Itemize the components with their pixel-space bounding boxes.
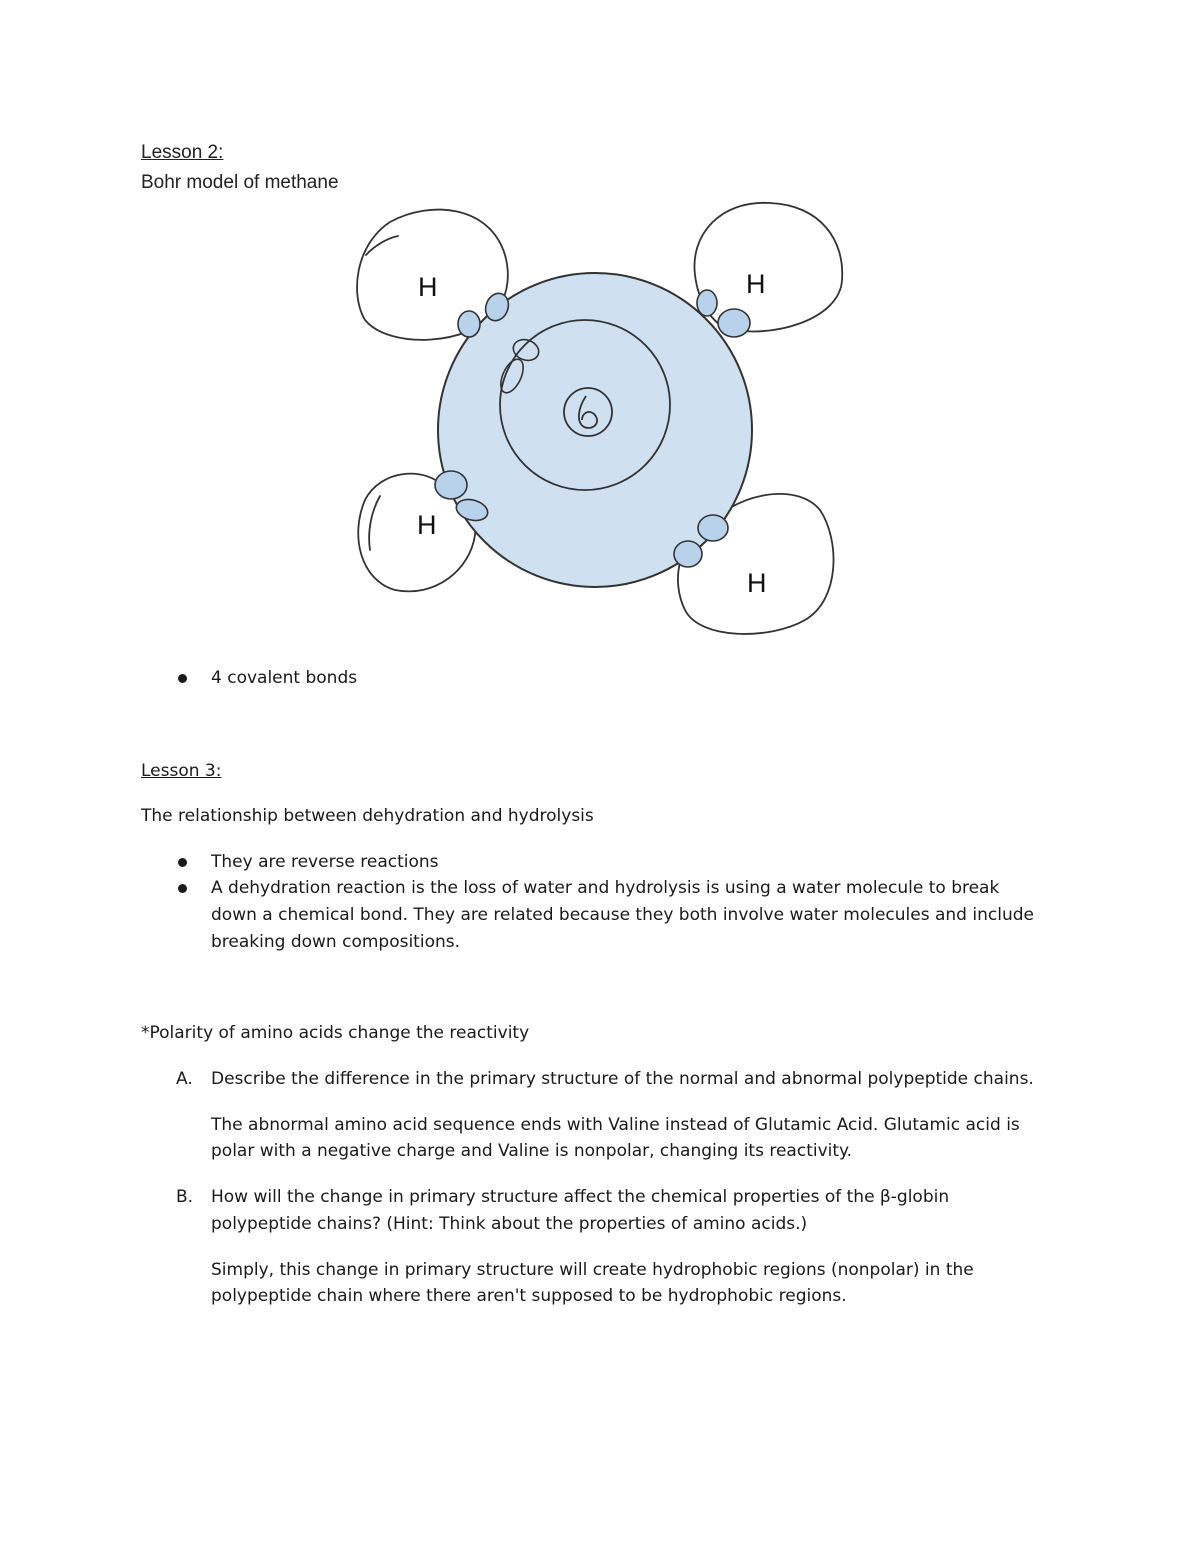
list-item-continued: down a chemical bond. They are related because they both involve water molecules and include bbox=[211, 905, 1034, 925]
bond-electron bbox=[458, 311, 480, 337]
bullet-dot bbox=[178, 858, 187, 867]
list-item: A dehydration reaction is the loss of water and hydrolysis is using a water molecule to break bbox=[211, 878, 1000, 898]
bond-electron bbox=[697, 290, 717, 316]
bond-electron bbox=[698, 515, 728, 541]
hydrogen-label: H bbox=[417, 510, 437, 540]
hydrogen-stroke-top-left bbox=[366, 236, 398, 255]
answer-text: The abnormal amino acid sequence ends with Valine instead of Glutamic Acid. Glutamic acid is bbox=[211, 1115, 1020, 1135]
answer-text: polar with a negative charge and Valine is nonpolar, changing its reactivity. bbox=[211, 1141, 853, 1161]
hydrogen-label: H bbox=[747, 568, 767, 598]
question-text: Describe the difference in the primary structure of the normal and abnormal polypeptide chains. bbox=[211, 1069, 1034, 1089]
list-marker: A. bbox=[176, 1069, 193, 1089]
hydrogen-shell-top-right bbox=[694, 203, 842, 332]
bohr-model-diagram bbox=[350, 200, 850, 645]
lesson2-subtitle: Bohr model of methane bbox=[141, 172, 339, 193]
bullet-dot bbox=[178, 674, 187, 683]
hydrogen-label: H bbox=[746, 269, 766, 299]
hydrogen-stroke-bottom-left bbox=[369, 496, 380, 550]
lesson2-title: Lesson 2: bbox=[141, 142, 224, 163]
bullet-dot bbox=[178, 884, 187, 893]
list-item: 4 covalent bonds bbox=[211, 668, 358, 688]
question-text: How will the change in primary structure affect the chemical properties of the β-globin bbox=[211, 1187, 950, 1207]
list-item-continued: breaking down compositions. bbox=[211, 932, 460, 952]
lesson3-intro: The relationship between dehydration and hydrolysis bbox=[141, 806, 594, 826]
polarity-heading: *Polarity of amino acids change the reactivity bbox=[141, 1023, 530, 1043]
answer-text: polypeptide chain where there aren't supposed to be hydrophobic regions. bbox=[211, 1286, 847, 1306]
bond-electron bbox=[674, 541, 702, 567]
lesson3-title: Lesson 3: bbox=[141, 761, 222, 781]
carbon-inner-shell bbox=[500, 320, 670, 490]
hydrogen-label: H bbox=[418, 272, 438, 302]
question-text: polypeptide chains? (Hint: Think about the properties of amino acids.) bbox=[211, 1214, 808, 1234]
answer-text: Simply, this change in primary structure will create hydrophobic regions (nonpolar) in the bbox=[211, 1260, 974, 1280]
list-marker: B. bbox=[176, 1187, 194, 1207]
bond-electron bbox=[718, 309, 750, 337]
list-item: They are reverse reactions bbox=[211, 852, 439, 872]
bond-electron bbox=[435, 471, 467, 499]
